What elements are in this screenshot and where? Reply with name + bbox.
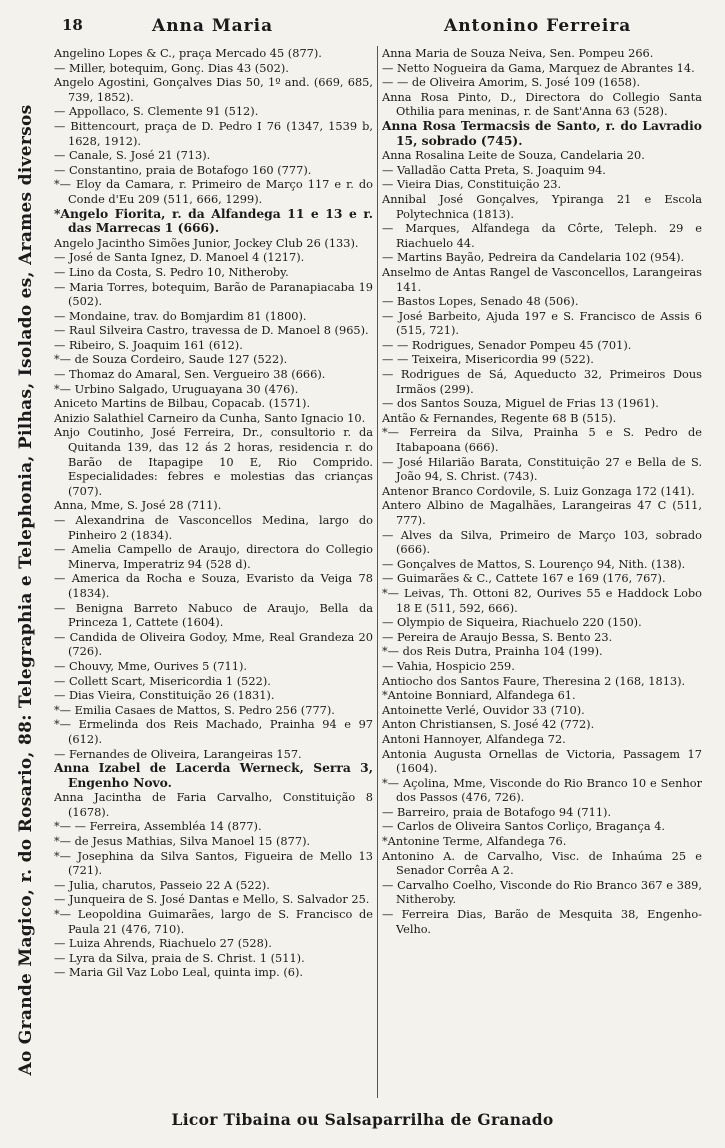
column-divider [377,46,378,1098]
directory-entry: — Miller, botequim, Gonç. Dias 43 (502). [54,60,289,75]
directory-entry: Anizio Salathiel Carneiro da Cunha, Santo Ignacio 10. [54,410,366,425]
directory-entry: *— Leivas, Th. Ottoni 82, Ourives 55 e Haddock Lobo 18 E (511, 592, 666). [382,585,702,615]
directory-entry: Antonino A. de Carvalho, Visc. de Inhaúma 25 e Senador Corrêa A 2. [382,848,702,878]
directory-entry: *— Eloy da Camara, r. Primeiro de Março 117 e r. do Conde d'Eu 209 (511, 666, 1299). [54,177,373,206]
header-right-running-title: Antonino Ferreira [444,16,632,36]
directory-entry: Anjo Coutinho, José Ferreira, Dr., consultorio r. da Quitanda 139, das 12 ás 2 horas, residencia r. do Barão de Itapagipe 10 E, Rio Comprido. Especialidades: febres e molestias das crianças (707). [54,425,373,498]
directory-entry: — Barreiro, praia de Botafogo 94 (711). [382,804,612,819]
directory-entry: Angelo Jacintho Simões Junior, Jockey Club 26 (133). [54,235,359,250]
directory-entry: Anna Maria de Souza Neiva, Sen. Pompeu 266. [382,46,654,60]
directory-entry: — Bittencourt, praça de D. Pedro I 76 (1347, 1539 b, 1628, 1912). [54,118,373,148]
directory-entry: *— Leopoldina Guimarães, largo de S. Francisco de Paula 21 (476, 710). [54,907,373,936]
directory-entry: — Junqueira de S. José Dantas e Mello, S. Salvador 25. [54,892,370,907]
directory-entry: — Ribeiro, S. Joaquim 161 (612). [54,337,243,352]
directory-entry: Anna, Mme, S. José 28 (711). [54,498,222,513]
directory-entry: *— dos Reis Dutra, Prainha 104 (199). [382,644,603,659]
directory-entry: — Alves da Silva, Primeiro de Março 103, sobrado (666). [382,527,702,557]
directory-entry: — Dias Vieira, Constituição 26 (1831). [54,688,275,703]
directory-entry: Anton Christiansen, S. José 42 (772). [382,717,595,732]
directory-entry: — Benigna Barreto Nabuco de Araujo, Bella da Princeza 1, Cattete (1604). [54,600,373,630]
directory-entry: — José Barbeito, Ajuda 197 e S. Francisco de Assis 6 (515, 721). [382,308,702,338]
directory-entry: — Rodrigues de Sá, Aqueducto 32, Primeiros Dous Irmãos (299). [382,367,702,396]
directory-entry: — — Teixeira, Misericordia 99 (522). [382,352,594,367]
directory-entry: — Lyra da Silva, praia de S. Christ. 1 (511). [54,950,305,965]
directory-entry: — Vieira Dias, Constituição 23. [382,177,562,192]
directory-entry: Antão & Fernandes, Regente 68 B (515). [382,410,617,425]
left-column [54,46,373,1104]
directory-entry: Anna Jacintha de Faria Carvalho, Constituição 8 (1678). [54,790,373,819]
directory-entry: *— Josephina da Silva Santos, Figueira de Mello 13 (721). [54,848,373,878]
directory-entry: *— de Jesus Mathias, Silva Manoel 15 (877). [54,834,311,849]
directory-entry: *— Emilia Casaes de Mattos, S. Pedro 256 (777). [54,702,335,717]
directory-entry: — Luiza Ahrends, Riachuelo 27 (528). [54,936,272,951]
directory-entry: *Antonine Terme, Alfandega 76. [382,834,567,849]
directory-entry: — Netto Nogueira da Gama, Marquez de Abrantes 14. [382,60,695,75]
directory-entry: *— — Ferreira, Assembléa 14 (877). [54,819,262,834]
directory-entry: — Gonçalves de Mattos, S. Lourenço 94, Nith. (138). [382,556,686,571]
directory-entry: — Amelia Campello de Araujo, directora do Collegio Minerva, Imperatriz 94 (528 d). [54,542,373,571]
directory-entry: — Constantino, praia de Botafogo 160 (777). [54,162,312,177]
directory-entry: *— Urbino Salgado, Uruguayana 30 (476). [54,381,299,396]
directory-entry: — Bastos Lopes, Senado 48 (506). [382,294,579,309]
directory-entry: — Chouvy, Mme, Ourives 5 (711). [54,658,248,673]
directory-entry: — Valladão Catta Preta, S. Joaquim 94. [382,162,606,177]
directory-entry: *Angelo Fiorita, r. da Alfandega 11 e 13 e r. das Marrecas 1 (666). [54,205,373,236]
directory-entry: — Julia, charutos, Passeio 22 A (522). [54,877,270,892]
directory-entry: — America da Rocha e Souza, Evaristo da Veiga 78 (1834). [54,571,373,600]
directory-entry: — dos Santos Souza, Miguel de Frias 13 (1961). [382,396,659,411]
directory-entry: — Maria Torres, botequim, Barão de Paranapiacaba 19 (502). [54,279,373,309]
directory-entry: — Lino da Costa, S. Pedro 10, Nitheroby. [54,264,289,279]
directory-entry: Angelo Agostini, Gonçalves Dias 50, 1º and. (669, 685, 739, 1852). [54,75,373,104]
directory-entry: — — de Oliveira Amorim, S. José 109 (1658). [382,75,641,90]
directory-entry: *— Ermelinda dos Reis Machado, Prainha 94 e 97 (612). [54,717,373,746]
directory-entry: — Appollaco, S. Clemente 91 (512). [54,104,259,119]
directory-entry: — Guimarães & C., Cattete 167 e 169 (176, 767). [382,571,666,586]
directory-entry: *— Açolina, Mme, Visconde do Rio Branco 10 e Senhor dos Passos (476, 726). [382,775,702,805]
directory-entry: — Canale, S. José 21 (713). [54,148,211,163]
directory-entry: Antero Albino de Magalhães, Larangeiras 47 C (511, 777). [382,498,702,527]
directory-entry: Antoinette Verlé, Ouvidor 33 (710). [382,702,585,717]
directory-entry: — Raul Silveira Castro, travessa de D. Manoel 8 (965). [54,323,369,338]
directory-entry: — Alexandrina de Vasconcellos Medina, largo do Pinheiro 2 (1834). [54,513,373,542]
directory-entry: Aniceto Martins de Bilbau, Copacab. (1571). [54,396,311,411]
directory-entry: *Antoine Bonniard, Alfandega 61. [382,688,576,703]
directory-entry: — Vahia, Hospicio 259. [382,658,515,673]
directory-entry: Annibal José Gonçalves, Ypiranga 21 e Escola Polytechnica (1813). [382,191,702,221]
directory-entry: Anna Rosa Termacsis de Santo, r. do Lavradio 15, sobrado (745). [382,117,702,148]
directory-entry: — Pereira de Araujo Bessa, S. Bento 23. [382,629,613,644]
header-left-running-title: Anna Maria [152,16,274,36]
directory-entry: — Candida de Oliveira Godoy, Mme, Real Grandeza 20 (726). [54,629,373,659]
directory-entry: — José de Santa Ignez, D. Manoel 4 (1217). [54,250,305,265]
directory-entry: *— de Souza Cordeiro, Saude 127 (522). [54,352,288,367]
directory-entry: — Collett Scart, Misericordia 1 (522). [54,673,271,688]
directory-entry: — Marques, Alfandega da Côrte, Teleph. 29 e Riachuelo 44. [382,221,702,250]
directory-entry: — Olympio de Siqueira, Riachuelo 220 (150). [382,615,642,630]
directory-entry: Anna Izabel de Lacerda Werneck, Serra 3, Engenho Novo. [54,760,373,790]
directory-entry: — — Rodrigues, Senador Pompeu 45 (701). [382,337,632,352]
directory-entry: — Mondaine, trav. do Bomjardim 81 (1800). [54,308,307,323]
page-number: 18 [62,16,83,34]
directory-entry: — José Hilarião Barata, Constituição 27 e Bella de S. João 94, S. Christ. (743). [382,454,702,484]
directory-entry: — Maria Gil Vaz Lobo Leal, quinta imp. (6). [54,965,304,980]
directory-entry: — Fernandes de Oliveira, Larangeiras 157. [54,746,302,761]
directory-entry: Anselmo de Antas Rangel de Vasconcellos, Larangeiras 141. [382,264,702,294]
directory-entry: Antenor Branco Cordovile, S. Luiz Gonzaga 172 (141). [382,483,695,498]
directory-entry: *— Ferreira da Silva, Prainha 5 e S. Pedro de Itabapoana (666). [382,425,702,455]
directory-entry: Anna Rosa Pinto, D., Directora do Collegio Santa Othilia para meninas, r. de Sant'Anna 63 (528). [382,89,702,119]
right-column [382,46,702,1104]
directory-entry: — Martins Bayão, Pedreira da Candelaria 102 (954). [382,250,685,265]
directory-entry: — Ferreira Dias, Barão de Mesquita 38, Engenho-Velho. [382,907,702,936]
directory-entry: — Carvalho Coelho, Visconde do Rio Branco 367 e 389, Nitheroby. [382,877,702,907]
directory-entry: Antiocho dos Santos Faure, Theresina 2 (168, 1813). [382,673,686,688]
directory-entry: Anna Rosalina Leite de Souza, Candelaria 20. [382,148,645,163]
directory-entry: — Thomaz do Amaral, Sen. Vergueiro 38 (666). [54,367,326,382]
side-advertisement: Ao Grande Magico, r. do Rosario, 88: Telegraphia e Telephonia, Pilhas, Isolado es, Arames diversos [16,104,36,1076]
footer-advertisement: Licor Tibaina ou Salsaparrilha de Granado [171,1110,554,1129]
directory-entry: Antoni Hannoyer, Alfandega 72. [382,731,566,746]
directory-entry: Antonia Augusta Ornellas de Victoria, Passagem 17 (1604). [382,746,702,776]
directory-entry: Angelino Lopes & C., praça Mercado 45 (877). [54,46,322,60]
directory-entry: — Carlos de Oliveira Santos Corliço, Bragança 4. [382,819,666,834]
